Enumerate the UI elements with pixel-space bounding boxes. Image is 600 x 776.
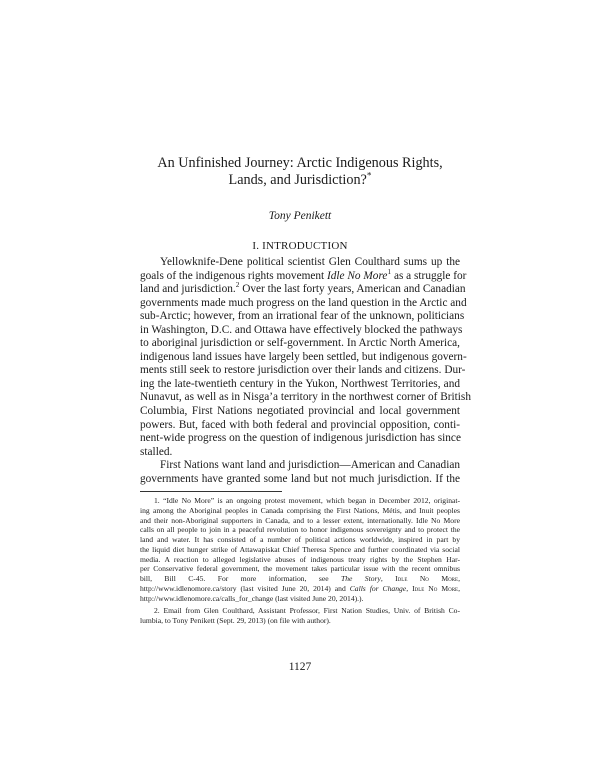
footnotes [140, 496, 460, 626]
paragraph-2 [140, 459, 460, 486]
title-footnote-mark: * [366, 170, 372, 181]
footnote-line: lumbia, to Tony Penikett (Sept. 29, 2013) (on file with author). [140, 616, 331, 625]
body-line: goals of the indigenous rights movement Idle No More$^1$ as a struggle for [140, 266, 467, 282]
body-text [140, 256, 471, 486]
page-number: 1127 [288, 661, 312, 673]
body-line: powers. But, faced with both federal and provincial opposition, conti- [140, 418, 460, 431]
footnote-ref-2[interactable]: 2 [235, 280, 240, 290]
footnote-line: land and water. It has consisted of a number of political actions worldwide, inspired in part by [140, 535, 460, 544]
body-line: ing the late-twentieth century in the Yukon, Northwest Territories, and [140, 377, 460, 390]
body-line: First Nations want land and jurisdiction—American and Canadian [160, 459, 460, 472]
body-line: ments still seek to restore jurisdiction over their lands and citizens. Dur- [140, 364, 466, 377]
body-line: Columbia, First Nations negotiated provincial and local government [140, 405, 460, 418]
title-line-1: An Unfinished Journey: Arctic Indigenous Rights, [157, 155, 443, 171]
body-line: governments made much progress on the land question in the Arctic and [140, 296, 467, 309]
body-line: to aboriginal jurisdiction or self-government. In Arctic North America, [140, 337, 460, 350]
section-heading: I. INTRODUCTION [252, 240, 348, 252]
footnote-line: the liquid diet hunger strike of Attawapiskat Chief Theresa Spence and further coordinated via social [140, 544, 460, 554]
footnote-line: and their non-Aboriginal supporters in Canada, and to a lesser extent, internationally. Idle No More [140, 515, 460, 525]
footnote-line: per Conservative federal government, the movement takes particular issue with the recent omnibus [140, 564, 460, 574]
footnote-1 [140, 496, 460, 603]
footnote-line: http://www.idlenomore.ca/story (last visited June 20, 2014) and Calls for Change, Idle No More, [140, 583, 460, 593]
body-line: Nunavut, as well as in Nisga’a territory in the northwest corner of British [140, 391, 471, 404]
paragraph-1 [140, 256, 471, 459]
footnote-line: ing among the Aboriginal peoples in Canada comprising the First Nations, Métis, and Inuit peoples [140, 505, 460, 515]
story-url[interactable]: http://www.idlenomore.ca/story (last visited June 20, 2014) and [140, 583, 350, 593]
footnote-line: 2. Email from Glen Coulthard, Assistant Professor, First Nation Studies, Univ. of British Co- [154, 606, 460, 616]
author-name: Tony Penikett [268, 210, 332, 222]
footnote-line: calls on all people to join in a peaceful revolution to honor indigenous sovereignty and to protect the [140, 525, 460, 535]
footnote-2 [140, 606, 460, 626]
body-line: land and jurisdiction.$^2$ Over the last forty years, American and Canadian [140, 280, 466, 296]
body-line: governments have granted some land but not much jurisdiction. If the [140, 472, 460, 485]
body-line: stalled. [140, 445, 173, 458]
movement-name: Idle No More [327, 269, 388, 282]
footnote-line: 1. “Idle No More” is an ongoing protest movement, which began in December 2012, originat- [154, 496, 460, 505]
calls-for-change-url[interactable]: http://www.idlenomore.ca/calls_for_change (last visited June 20, 2014).). [140, 593, 364, 603]
body-line: Yellowknife-Dene political scientist Glen Coulthard sums up the [160, 256, 460, 268]
footnote-line: media. A reaction to alleged legislative abuses of indigenous treaty rights by the Stephen Har- [140, 554, 460, 564]
body-line: nent-wide progress on the question of indigenous jurisdiction has since [140, 432, 461, 445]
body-line: sub-Arctic; however, from an irrational fear of the unknown, politicians [140, 310, 465, 323]
footnote-ref-1[interactable]: 1 [387, 266, 392, 276]
body-line: indigenous land issues have largely been settled, but indigenous govern- [140, 350, 467, 363]
body-line: in Washington, D.C. and Ottawa have effectively blocked the pathways [140, 323, 463, 336]
title-line-2: Lands, and Jurisdiction?* [228, 170, 372, 188]
footnote-line: bill, Bill C-45. For more information, see The Story, Idle No More, [140, 574, 460, 583]
article-title [140, 155, 460, 189]
footnote-divider [140, 491, 282, 492]
